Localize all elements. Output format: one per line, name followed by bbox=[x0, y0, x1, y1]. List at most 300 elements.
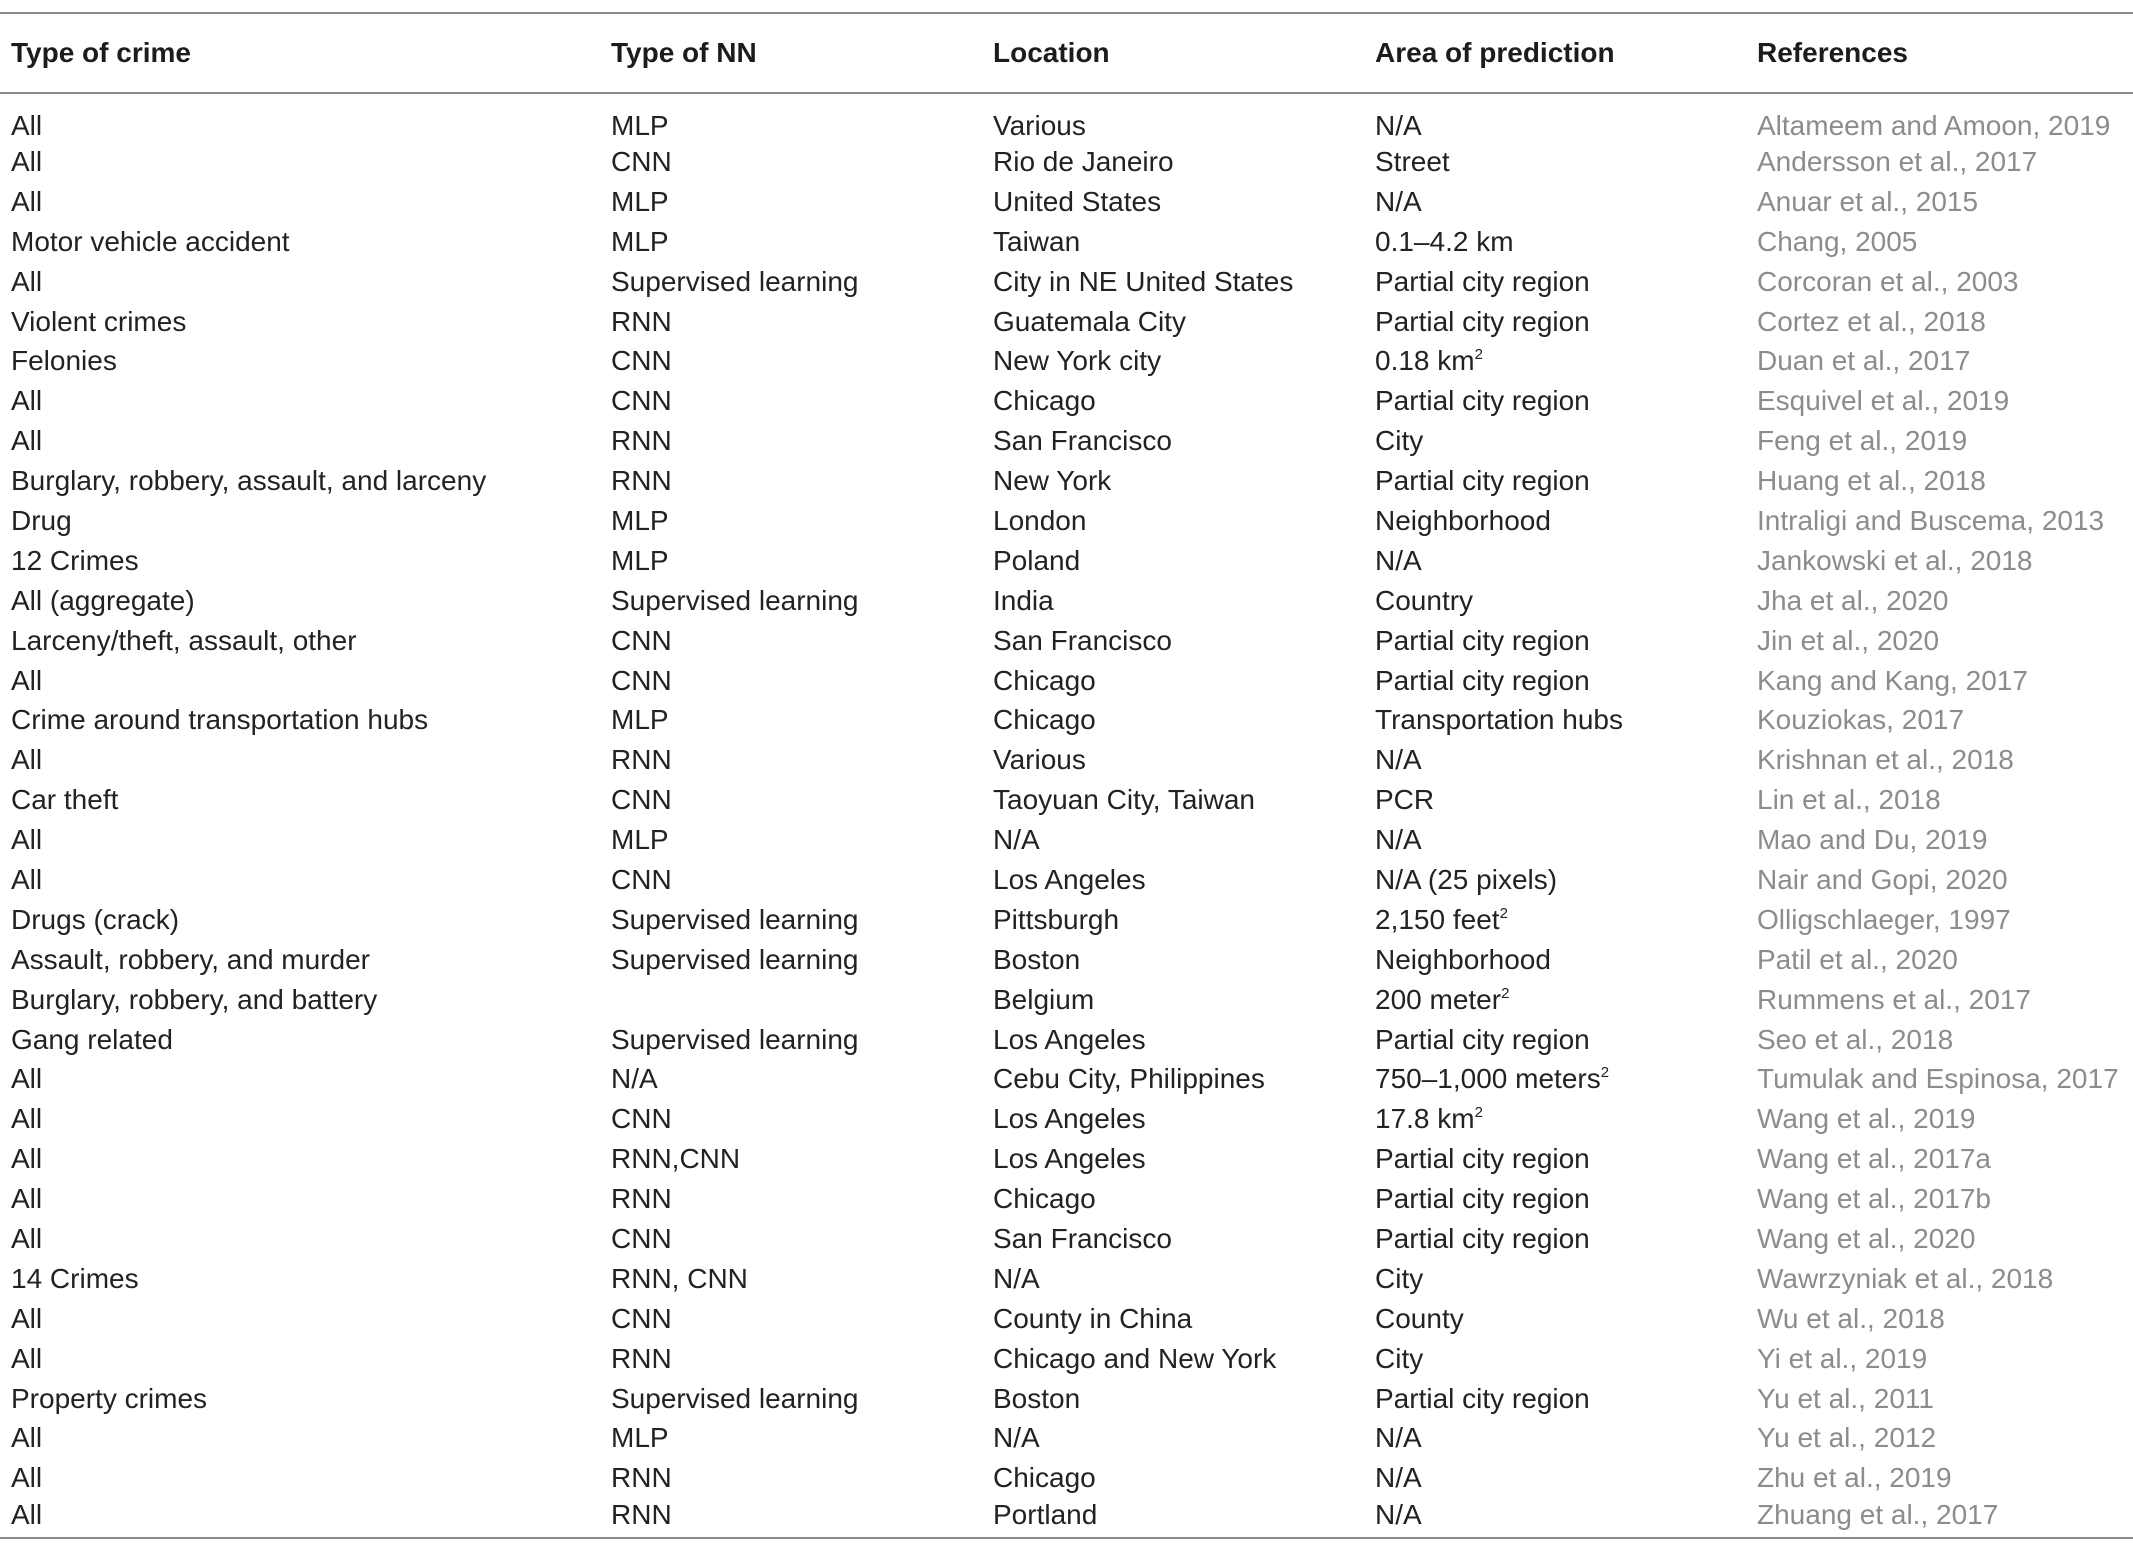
table-row bbox=[0, 381, 2133, 421]
cell-type-of-crime bbox=[0, 661, 600, 701]
cell-area-of-prediction bbox=[1364, 1498, 1746, 1538]
cell-type-of-crime-text: All bbox=[11, 1063, 43, 1095]
cell-type-of-nn bbox=[600, 1059, 982, 1099]
cell-area-of-prediction-text: Partial city region bbox=[1375, 385, 1590, 417]
table-header bbox=[0, 13, 2133, 93]
cell-type-of-nn-text: Supervised learning bbox=[611, 1023, 859, 1055]
cell-location bbox=[982, 780, 1364, 820]
cell-type-of-nn-text: RNN bbox=[611, 744, 672, 776]
cell-location-text: Various bbox=[993, 110, 1086, 141]
cell-reference bbox=[1746, 1498, 2133, 1538]
cell-location bbox=[982, 501, 1364, 541]
cell-reference bbox=[1746, 621, 2133, 661]
cell-type-of-nn bbox=[600, 1419, 982, 1459]
table-row bbox=[0, 900, 2133, 940]
cell-reference bbox=[1746, 900, 2133, 940]
cell-type-of-crime-text: All bbox=[11, 1222, 43, 1254]
cell-area-of-prediction-text: N/A bbox=[1375, 824, 1422, 856]
cell-area-of-prediction-text: Partial city region bbox=[1375, 1143, 1590, 1175]
cell-type-of-crime bbox=[0, 980, 600, 1020]
cell-reference-text: Zhu et al., 2019 bbox=[1757, 1462, 1952, 1494]
cell-location-text: N/A bbox=[993, 824, 1040, 856]
table-row bbox=[0, 1179, 2133, 1219]
cell-location bbox=[982, 1259, 1364, 1299]
table-row bbox=[0, 581, 2133, 621]
cell-reference-text: Lin et al., 2018 bbox=[1757, 784, 1941, 816]
cell-area-of-prediction-text: 200 meter bbox=[1375, 983, 1502, 1015]
cell-type-of-crime bbox=[0, 381, 600, 421]
cell-area-of-prediction bbox=[1364, 501, 1746, 541]
cell-type-of-crime bbox=[0, 1379, 600, 1419]
table-row bbox=[0, 182, 2133, 222]
table-row bbox=[0, 1498, 2133, 1538]
cell-type-of-nn bbox=[600, 461, 982, 501]
cell-reference bbox=[1746, 860, 2133, 900]
cell-type-of-nn-text: RNN bbox=[611, 1342, 672, 1374]
cell-location bbox=[982, 341, 1364, 381]
cell-location bbox=[982, 1059, 1364, 1099]
cell-type-of-nn bbox=[600, 1219, 982, 1259]
cell-location-text: N/A bbox=[993, 1422, 1040, 1454]
cell-type-of-crime bbox=[0, 142, 600, 182]
cell-reference bbox=[1746, 820, 2133, 860]
cell-type-of-crime-text: All bbox=[11, 110, 43, 141]
cell-area-of-prediction bbox=[1364, 1259, 1746, 1299]
cell-area-of-prediction-text: Partial city region bbox=[1375, 624, 1590, 656]
table-row bbox=[0, 1379, 2133, 1419]
cell-location-text: Los Angeles bbox=[993, 1023, 1146, 1055]
cell-area-of-prediction-text: Street bbox=[1375, 145, 1450, 177]
cell-type-of-nn-text: RNN bbox=[611, 425, 672, 457]
cell-type-of-crime-text: Assault, robbery, and murder bbox=[11, 943, 370, 975]
cell-area-of-prediction-text: N/A bbox=[1375, 744, 1422, 776]
cell-type-of-crime bbox=[0, 1458, 600, 1498]
cell-type-of-crime-text: Burglary, robbery, and battery bbox=[11, 983, 378, 1015]
cell-area-of-prediction-text: Partial city region bbox=[1375, 1222, 1590, 1254]
cell-location bbox=[982, 940, 1364, 980]
cell-area-of-prediction bbox=[1364, 1059, 1746, 1099]
cell-type-of-nn bbox=[600, 1259, 982, 1299]
cell-type-of-crime-text: 14 Crimes bbox=[11, 1262, 139, 1294]
table-row bbox=[0, 262, 2133, 302]
cell-area-of-prediction bbox=[1364, 421, 1746, 461]
cell-location-text: Los Angeles bbox=[993, 1103, 1146, 1135]
table-row bbox=[0, 1419, 2133, 1459]
cell-reference-text: Nair and Gopi, 2020 bbox=[1757, 863, 2008, 895]
cell-area-of-prediction bbox=[1364, 860, 1746, 900]
cell-reference bbox=[1746, 93, 2133, 142]
header-type-of-crime: Type of crime bbox=[0, 13, 600, 93]
cell-type-of-nn-text: MLP bbox=[611, 185, 669, 217]
cell-type-of-nn-text: MLP bbox=[611, 110, 669, 141]
table-row bbox=[0, 980, 2133, 1020]
cell-location bbox=[982, 142, 1364, 182]
cell-type-of-crime-text: 12 Crimes bbox=[11, 544, 139, 576]
cell-type-of-nn bbox=[600, 222, 982, 262]
cell-type-of-nn-text: MLP bbox=[611, 225, 669, 257]
cell-reference bbox=[1746, 182, 2133, 222]
cell-area-of-prediction bbox=[1364, 541, 1746, 581]
cell-reference-text: Intraligi and Buscema, 2013 bbox=[1757, 504, 2105, 536]
cell-reference bbox=[1746, 780, 2133, 820]
table-row bbox=[0, 1299, 2133, 1339]
cell-reference-text: Duan et al., 2017 bbox=[1757, 345, 1971, 377]
cell-area-of-prediction-text: Partial city region bbox=[1375, 1382, 1590, 1414]
cell-reference-text: Kang and Kang, 2017 bbox=[1757, 664, 2028, 696]
cell-location-text: India bbox=[993, 584, 1054, 616]
cell-location bbox=[982, 381, 1364, 421]
cell-reference bbox=[1746, 980, 2133, 1020]
cell-reference-text: Jha et al., 2020 bbox=[1757, 584, 1949, 616]
cell-location bbox=[982, 1099, 1364, 1139]
cell-type-of-nn bbox=[600, 541, 982, 581]
cell-area-of-prediction-text: Transportation hubs bbox=[1375, 704, 1623, 736]
cell-type-of-crime bbox=[0, 860, 600, 900]
cell-location-text: Belgium bbox=[993, 983, 1095, 1015]
cell-type-of-nn-text: CNN bbox=[611, 145, 672, 177]
cell-type-of-crime-text: Drug bbox=[11, 504, 72, 536]
area-superscript: 2 bbox=[1474, 1104, 1483, 1122]
cell-reference bbox=[1746, 1099, 2133, 1139]
cell-area-of-prediction-text: 0.18 km bbox=[1375, 345, 1475, 377]
cell-area-of-prediction-text: 0.1–4.2 km bbox=[1375, 225, 1514, 257]
table-row bbox=[0, 222, 2133, 262]
cell-reference bbox=[1746, 461, 2133, 501]
cell-type-of-nn-text: MLP bbox=[611, 824, 669, 856]
cell-area-of-prediction bbox=[1364, 940, 1746, 980]
table-row bbox=[0, 820, 2133, 860]
cell-reference-text: Wang et al., 2017b bbox=[1757, 1183, 1992, 1215]
cell-type-of-crime bbox=[0, 820, 600, 860]
cell-location bbox=[982, 262, 1364, 302]
cell-type-of-nn bbox=[600, 1139, 982, 1179]
cell-area-of-prediction-text: Neighborhood bbox=[1375, 504, 1551, 536]
header-references: References bbox=[1746, 13, 2133, 93]
cell-area-of-prediction bbox=[1364, 142, 1746, 182]
cell-type-of-crime-text: Violent crimes bbox=[11, 305, 187, 337]
cell-type-of-nn bbox=[600, 381, 982, 421]
cell-reference-text: Yu et al., 2011 bbox=[1757, 1382, 1934, 1414]
cell-type-of-crime-text: All bbox=[11, 744, 43, 776]
cell-reference bbox=[1746, 740, 2133, 780]
cell-type-of-crime-text: Felonies bbox=[11, 345, 117, 377]
cell-reference-text: Feng et al., 2019 bbox=[1757, 425, 1968, 457]
cell-area-of-prediction-text: Neighborhood bbox=[1375, 943, 1551, 975]
cell-location bbox=[982, 1179, 1364, 1219]
cell-type-of-nn-text: CNN bbox=[611, 1103, 672, 1135]
cell-reference-text: Wawrzyniak et al., 2018 bbox=[1757, 1262, 2054, 1294]
cell-area-of-prediction bbox=[1364, 820, 1746, 860]
cell-type-of-crime-text: Property crimes bbox=[11, 1382, 208, 1414]
table-row bbox=[0, 1059, 2133, 1099]
cell-type-of-nn-text: Supervised learning bbox=[611, 584, 859, 616]
cell-reference-text: Yi et al., 2019 bbox=[1757, 1342, 1928, 1374]
cell-reference-text: Jankowski et al., 2018 bbox=[1757, 544, 2033, 576]
cell-type-of-nn-text: CNN bbox=[611, 863, 672, 895]
header-type-of-nn: Type of NN bbox=[600, 13, 982, 93]
cell-type-of-crime bbox=[0, 740, 600, 780]
cell-type-of-crime-text: All bbox=[11, 385, 43, 417]
cell-area-of-prediction-text: Partial city region bbox=[1375, 1183, 1590, 1215]
cell-type-of-nn bbox=[600, 1299, 982, 1339]
cell-location bbox=[982, 860, 1364, 900]
cell-location-text: New York city bbox=[993, 345, 1162, 377]
cell-reference-text: Zhuang et al., 2017 bbox=[1757, 1498, 1999, 1530]
cell-location-text: San Francisco bbox=[993, 1222, 1172, 1254]
cell-location bbox=[982, 621, 1364, 661]
cell-location-text: Guatemala City bbox=[993, 305, 1186, 337]
cell-location-text: County in China bbox=[993, 1302, 1193, 1334]
cell-reference bbox=[1746, 541, 2133, 581]
cell-type-of-crime bbox=[0, 182, 600, 222]
cell-type-of-nn-text: RNN bbox=[611, 1462, 672, 1494]
cell-reference-text: Jin et al., 2020 bbox=[1757, 624, 1940, 656]
cell-type-of-crime bbox=[0, 541, 600, 581]
cell-area-of-prediction bbox=[1364, 900, 1746, 940]
cell-area-of-prediction-text: PCR bbox=[1375, 784, 1435, 816]
cell-area-of-prediction-text: N/A bbox=[1375, 1462, 1422, 1494]
cell-type-of-crime bbox=[0, 1419, 600, 1459]
cell-area-of-prediction-text: N/A bbox=[1375, 544, 1422, 576]
cell-location bbox=[982, 461, 1364, 501]
cell-type-of-crime bbox=[0, 93, 600, 142]
cell-location-text: Los Angeles bbox=[993, 863, 1146, 895]
cell-type-of-nn-text: Supervised learning bbox=[611, 265, 859, 297]
cell-type-of-crime-text: Larceny/theft, assault, other bbox=[11, 624, 357, 656]
cell-reference bbox=[1746, 341, 2133, 381]
cell-location-text: Chicago bbox=[993, 1462, 1096, 1494]
cell-reference bbox=[1746, 222, 2133, 262]
cell-type-of-crime-text: Burglary, robbery, assault, and larceny bbox=[11, 465, 487, 497]
cell-type-of-crime bbox=[0, 1498, 600, 1538]
cell-area-of-prediction-text: 17.8 km bbox=[1375, 1103, 1475, 1135]
cell-reference-text: Mao and Du, 2019 bbox=[1757, 824, 1988, 856]
cell-type-of-nn-text: RNN, CNN bbox=[611, 1262, 748, 1294]
cell-type-of-nn bbox=[600, 421, 982, 461]
cell-type-of-nn bbox=[600, 820, 982, 860]
cell-type-of-crime bbox=[0, 1139, 600, 1179]
cell-type-of-nn-text: Supervised learning bbox=[611, 1382, 859, 1414]
cell-location-text: Los Angeles bbox=[993, 1143, 1146, 1175]
cell-type-of-nn bbox=[600, 501, 982, 541]
cell-type-of-crime-text: All bbox=[11, 185, 43, 217]
cell-location-text: San Francisco bbox=[993, 425, 1172, 457]
cell-type-of-nn-text: MLP bbox=[611, 1422, 669, 1454]
cell-type-of-nn bbox=[600, 302, 982, 342]
cell-location-text: Pittsburgh bbox=[993, 903, 1120, 935]
cell-area-of-prediction-text: Partial city region bbox=[1375, 465, 1590, 497]
table-row bbox=[0, 541, 2133, 581]
cell-reference-text: Yu et al., 2012 bbox=[1757, 1422, 1937, 1454]
cell-type-of-crime-text: All bbox=[11, 1143, 43, 1175]
cell-type-of-nn-text: RNN bbox=[611, 465, 672, 497]
cell-area-of-prediction bbox=[1364, 1219, 1746, 1259]
cell-area-of-prediction bbox=[1364, 1299, 1746, 1339]
cell-type-of-nn-text: MLP bbox=[611, 504, 669, 536]
cell-location bbox=[982, 302, 1364, 342]
cell-area-of-prediction bbox=[1364, 621, 1746, 661]
cell-area-of-prediction-text: N/A bbox=[1375, 1498, 1422, 1530]
cell-area-of-prediction-text: 2,150 feet bbox=[1375, 903, 1500, 935]
cell-type-of-nn bbox=[600, 860, 982, 900]
cell-type-of-crime bbox=[0, 302, 600, 342]
crime-prediction-table bbox=[0, 12, 2133, 1539]
cell-type-of-crime-text: Drugs (crack) bbox=[11, 903, 180, 935]
cell-area-of-prediction-text: N/A bbox=[1375, 185, 1422, 217]
cell-location bbox=[982, 1139, 1364, 1179]
cell-type-of-crime bbox=[0, 461, 600, 501]
table-row bbox=[0, 341, 2133, 381]
cell-location-text: New York bbox=[993, 465, 1112, 497]
cell-location-text: United States bbox=[993, 185, 1162, 217]
cell-type-of-nn-text: CNN bbox=[611, 1222, 672, 1254]
cell-type-of-crime bbox=[0, 1219, 600, 1259]
cell-type-of-nn-text: CNN bbox=[611, 345, 672, 377]
cell-reference bbox=[1746, 1139, 2133, 1179]
cell-reference bbox=[1746, 700, 2133, 740]
cell-location bbox=[982, 700, 1364, 740]
cell-type-of-crime bbox=[0, 1339, 600, 1379]
cell-area-of-prediction-text: County bbox=[1375, 1302, 1464, 1334]
cell-area-of-prediction-text: City bbox=[1375, 1342, 1424, 1374]
cell-type-of-crime bbox=[0, 900, 600, 940]
cell-location bbox=[982, 900, 1364, 940]
cell-type-of-crime bbox=[0, 581, 600, 621]
cell-reference-text: Corcoran et al., 2003 bbox=[1757, 265, 2019, 297]
cell-type-of-nn bbox=[600, 581, 982, 621]
table-row bbox=[0, 1219, 2133, 1259]
table-row bbox=[0, 740, 2133, 780]
cell-location bbox=[982, 1419, 1364, 1459]
cell-type-of-crime-text: All bbox=[11, 1302, 43, 1334]
cell-type-of-crime bbox=[0, 262, 600, 302]
header-area-of-prediction: Area of prediction bbox=[1364, 13, 1746, 93]
cell-location-text: Chicago bbox=[993, 664, 1096, 696]
cell-area-of-prediction bbox=[1364, 1179, 1746, 1219]
area-superscript: 2 bbox=[1600, 1064, 1610, 1082]
cell-area-of-prediction-text: N/A bbox=[1375, 1422, 1422, 1454]
cell-type-of-nn bbox=[600, 661, 982, 701]
table-row bbox=[0, 780, 2133, 820]
cell-reference-text: Anuar et al., 2015 bbox=[1757, 185, 1979, 217]
cell-type-of-crime-text: All bbox=[11, 863, 43, 895]
cell-location bbox=[982, 93, 1364, 142]
area-superscript: 2 bbox=[1474, 346, 1483, 364]
header-location: Location bbox=[982, 13, 1364, 93]
cell-area-of-prediction-text: Partial city region bbox=[1375, 664, 1590, 696]
cell-type-of-nn bbox=[600, 1179, 982, 1219]
cell-type-of-crime bbox=[0, 222, 600, 262]
cell-reference bbox=[1746, 940, 2133, 980]
cell-type-of-crime bbox=[0, 780, 600, 820]
table-row bbox=[0, 142, 2133, 182]
cell-type-of-crime-text: All (aggregate) bbox=[11, 584, 195, 616]
cell-type-of-crime-text: All bbox=[11, 1498, 43, 1530]
cell-type-of-nn-text: RNN,CNN bbox=[611, 1143, 741, 1175]
cell-location bbox=[982, 581, 1364, 621]
cell-location-text: Portland bbox=[993, 1498, 1098, 1530]
cell-reference-text: Krishnan et al., 2018 bbox=[1757, 744, 2014, 776]
table-row bbox=[0, 461, 2133, 501]
cell-area-of-prediction-text: Partial city region bbox=[1375, 305, 1590, 337]
cell-location bbox=[982, 661, 1364, 701]
cell-location bbox=[982, 980, 1364, 1020]
cell-area-of-prediction-text: 750–1,000 meters bbox=[1375, 1063, 1601, 1095]
cell-reference bbox=[1746, 661, 2133, 701]
cell-reference-text: Andersson et al., 2017 bbox=[1757, 145, 2038, 177]
crime-prediction-table-container bbox=[0, 12, 2133, 1539]
cell-type-of-nn bbox=[600, 1498, 982, 1538]
cell-reference-text: Chang, 2005 bbox=[1757, 225, 1918, 257]
cell-area-of-prediction-text: City bbox=[1375, 1262, 1424, 1294]
cell-type-of-crime-text: All bbox=[11, 1103, 43, 1135]
cell-location bbox=[982, 820, 1364, 860]
table-body bbox=[0, 93, 2133, 1538]
cell-location bbox=[982, 541, 1364, 581]
cell-reference-text: Tumulak and Espinosa, 2017 bbox=[1757, 1063, 2119, 1095]
table-row bbox=[0, 661, 2133, 701]
table-row bbox=[0, 1259, 2133, 1299]
cell-type-of-crime-text: All bbox=[11, 824, 43, 856]
cell-reference bbox=[1746, 581, 2133, 621]
cell-reference bbox=[1746, 1379, 2133, 1419]
cell-type-of-nn-text: MLP bbox=[611, 704, 669, 736]
cell-type-of-nn-text: Supervised learning bbox=[611, 943, 859, 975]
table-row bbox=[0, 1339, 2133, 1379]
cell-type-of-crime bbox=[0, 940, 600, 980]
table-row bbox=[0, 1458, 2133, 1498]
cell-type-of-crime bbox=[0, 1059, 600, 1099]
area-superscript: 2 bbox=[1501, 984, 1510, 1002]
cell-type-of-nn bbox=[600, 621, 982, 661]
cell-area-of-prediction-text: N/A (25 pixels) bbox=[1375, 863, 1558, 895]
cell-area-of-prediction bbox=[1364, 1458, 1746, 1498]
cell-reference bbox=[1746, 1020, 2133, 1060]
cell-location-text: Chicago bbox=[993, 1183, 1096, 1215]
cell-location-text: London bbox=[993, 504, 1087, 536]
table-row bbox=[0, 621, 2133, 661]
cell-type-of-nn-text: CNN bbox=[611, 624, 672, 656]
cell-type-of-crime-text: All bbox=[11, 425, 43, 457]
cell-type-of-nn-text: CNN bbox=[611, 385, 672, 417]
cell-reference-text: Wang et al., 2019 bbox=[1757, 1103, 1976, 1135]
cell-area-of-prediction bbox=[1364, 1339, 1746, 1379]
cell-reference bbox=[1746, 1458, 2133, 1498]
cell-location bbox=[982, 1498, 1364, 1538]
cell-type-of-nn-text: RNN bbox=[611, 1498, 672, 1530]
cell-reference bbox=[1746, 1059, 2133, 1099]
cell-type-of-crime bbox=[0, 501, 600, 541]
table-row bbox=[0, 940, 2133, 980]
cell-area-of-prediction bbox=[1364, 661, 1746, 701]
cell-type-of-nn bbox=[600, 262, 982, 302]
cell-type-of-nn bbox=[600, 341, 982, 381]
cell-reference-text: Wang et al., 2017a bbox=[1757, 1143, 1992, 1175]
cell-type-of-nn bbox=[600, 700, 982, 740]
cell-area-of-prediction-text: Country bbox=[1375, 584, 1474, 616]
cell-area-of-prediction bbox=[1364, 302, 1746, 342]
cell-area-of-prediction bbox=[1364, 1099, 1746, 1139]
cell-location bbox=[982, 1379, 1364, 1419]
cell-area-of-prediction bbox=[1364, 93, 1746, 142]
table-row bbox=[0, 1139, 2133, 1179]
cell-type-of-crime bbox=[0, 1259, 600, 1299]
cell-location bbox=[982, 1219, 1364, 1259]
cell-type-of-nn bbox=[600, 1339, 982, 1379]
cell-reference-text: Esquivel et al., 2019 bbox=[1757, 385, 2010, 417]
cell-type-of-crime bbox=[0, 421, 600, 461]
cell-reference bbox=[1746, 142, 2133, 182]
